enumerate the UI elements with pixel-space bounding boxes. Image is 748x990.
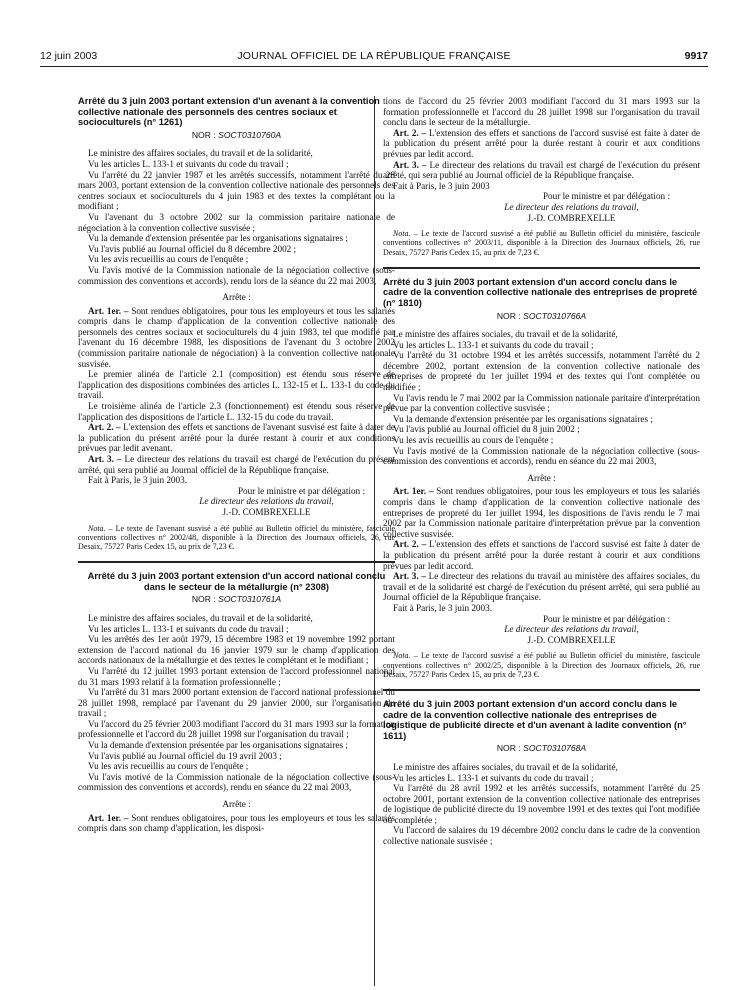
- paragraph: Vu l'accord du 25 février 2003 modifiant l'accord du 31 mars 1993 sur la formation professionnelle et l'accord du 28 juillet 1998 sur l'organisation du travail ;: [78, 718, 395, 740]
- paragraph: Vu l'accord de salaires du 19 décembre 2002 conclu dans le cadre de la convention collective nationale susvisée ;: [383, 825, 700, 847]
- nor-reference: NOR : SOCT0310768A: [496, 743, 587, 754]
- signature-line-2: Le directeur des relations du travail,: [504, 624, 639, 635]
- header-date: 12 juin 2003: [40, 50, 98, 62]
- paragraph: Le troisième alinéa de l'article 2.3 (fonctionnement) est étendu sous réserve de l'application des dispositions de l'article L. 132-15 du code du travail.: [78, 401, 395, 422]
- paragraph: Vu la demande d'extension présentée par les organisations signataires ;: [88, 233, 348, 244]
- arrete-label: Arrête :: [527, 472, 556, 483]
- paragraph: Vu l'avis motivé de la Commission nationale de la négociation collective (sous-commission des conventions et accords), rendu en séance du 22 mai 2003,: [383, 445, 700, 467]
- article-2: Art. 2. – L'extension des effets et sanctions de l'accord susvisé est faite à dater de la publication du présent arrêté pour la durée restant à courir et aux conditions prévues par ledit accord.: [383, 539, 700, 571]
- paragraph: Le premier alinéa de l'article 2.1 (composition) est étendu sous réserve de l'application des dispositions combinées des articles L. 132-15 et L. 133-1 du code du travail.: [78, 369, 395, 401]
- right-column: [383, 96, 700, 986]
- paragraph: Vu l'avis motivé de la Commission nationale de la négociation collective (sous-commission des conventions et accords), rendu lors de la séance du 22 mai 2003,: [78, 264, 395, 286]
- paragraph: Vu l'arrêté du 28 avril 1992 et les arrêtés successifs, notamment l'arrêté du 25 octobre 2001, portant extension de la convention collective nationale des entreprises de logistique de publicité directe du 19 novembre 1991 et des textes qui l'ont modifiée ou complétée ;: [383, 783, 700, 825]
- nor-reference: NOR : SOCT0310766A: [496, 310, 587, 321]
- signature-line-1: Pour le ministre et par délégation :: [237, 485, 365, 496]
- paragraph: Vu la demande d'extension présentée par les organisations signataires ;: [393, 413, 653, 424]
- paragraph: Vu les articles L. 133-1 et suivants du code du travail ;: [88, 158, 289, 169]
- signature-line-2: Le directeur des relations du travail,: [199, 496, 334, 507]
- paragraph: Vu l'avis publié au Journal officiel du 8 décembre 2002 ;: [88, 243, 297, 254]
- paragraph: Le ministre des affaires sociales, du travail et de la solidarité,: [393, 761, 618, 772]
- paragraph: Vu les articles L. 133-1 et suivants du code du travail ;: [393, 339, 594, 350]
- fait-a-paris: Fait à Paris, le 3 juin 2003.: [393, 602, 493, 613]
- paragraph: Vu l'avis motivé de la Commission nationale de la négociation collective (sous-commission des conventions et accords), rendu en séance du 22 mai 2003,: [78, 771, 395, 793]
- signature-name: J.-D. COMBREXELLE: [222, 506, 311, 517]
- article-3: Art. 3. – Le directeur des relations du travail au ministère des affaires sociales, du travail et de la solidarité est chargé de l'exécution du présent arrêté, qui sera publié au Journal officiel de la République française.: [383, 571, 700, 603]
- paragraph: Vu l'avis rendu le 7 mai 2002 par la Commission nationale paritaire d'interprétation prévue par la convention collective susvisée ;: [383, 392, 700, 414]
- fait-a-paris: Fait à Paris, le 3 juin 2003: [393, 180, 490, 191]
- fait-a-paris: Fait à Paris, le 3 juin 2003.: [88, 475, 188, 486]
- paragraph: Vu l'avenant du 3 octobre 2002 sur la commission paritaire nationale de négociation à la convention collective susvisée ;: [78, 211, 395, 233]
- section-title-2308: Arrêté du 3 juin 2003 portant extension d'un accord national conclu dans le secteur de la métallurgie (n° 2308): [87, 571, 386, 592]
- section-divider: [383, 689, 700, 691]
- article-1: Art. 1er. – Sont rendues obligatoires, pour tous les employeurs et tous les salariés compris dans le champ d'application de la convention collective nationale des personnels des centres sociaux et socioculturels du 4 juin 1983, tel que modifié par l'avenant du 16 décembre 1988, les dispositions de l'avenant du 3 octobre 2002 (commission paritaire nationale de négociation) à la convention collective nationale susvisée.: [78, 305, 395, 369]
- paragraph: Vu les avis recueillis au cours de l'enquête ;: [88, 254, 249, 265]
- paragraph: Vu l'arrêté du 12 juillet 1993 portant extension de l'accord professionnel national du 31 mars 1993 relatif à la formation professionnelle ;: [78, 665, 395, 687]
- paragraph: Le ministre des affaires sociales, du travail et de la solidarité,: [393, 329, 618, 340]
- signature-line-1: Pour le ministre et par délégation :: [542, 191, 670, 202]
- section-divider: [78, 561, 395, 563]
- article-2: Art. 2. – L'extension des effets et sanctions de l'accord susvisé est faite à dater de la publication du présent arrêté pour la durée restant à courir et aux conditions prévues par ledit accord.: [383, 127, 700, 159]
- arrete-label: Arrête :: [222, 799, 251, 810]
- left-column: [78, 96, 395, 986]
- paragraph: Le ministre des affaires sociales, du travail et de la solidarité,: [88, 148, 313, 159]
- section-divider: [383, 267, 700, 269]
- article-2: Art. 2. – L'extension des effets et sanctions de l'avenant susvisé est faite à dater de la publication du présent arrêté pour la durée restant à courir et aux conditions prévues par ledit avenant.: [78, 422, 395, 454]
- section-title-1261: Arrêté du 3 juin 2003 portant extension d'un avenant à la convention collective nationale des personnels des centres sociaux et socioculturels (n° 1261): [78, 96, 380, 128]
- article-3: Art. 3. – Le directeur des relations du travail est chargé de l'exécution du présent arrêté, qui sera publié au Journal officiel de la République française.: [383, 159, 700, 181]
- paragraph: Vu l'arrêté du 31 mars 2000 portant extension de l'accord national professionnel du 28 juillet 1998, remplacé par l'avenant du 29 janvier 2000, sur l'organisation du travail ;: [78, 687, 395, 719]
- nota: Nota. – Le texte de l'accord susvisé a été publié au Bulletin officiel du ministère, fascicule conventions collectives n° 2002/25, disponible à la Direction des Journaux officiels, 26, rue Desaix, 75727 Paris Cedex 15, au prix de 7,23 €.: [383, 651, 700, 679]
- article-1: Art. 1er. – Sont rendues obligatoires, pour tous les employeurs et tous les salariés compris dans son champ d'application, les disposi-: [78, 812, 395, 834]
- page-number: 9917: [684, 50, 708, 62]
- paragraph: Vu l'avis publié au Journal officiel du 19 avril 2003 ;: [88, 750, 282, 761]
- paragraph: Vu les articles L. 133-1 et suivants du code du travail ;: [88, 623, 289, 634]
- paragraph: Vu les articles L. 133-1 et suivants du code du travail ;: [393, 772, 594, 783]
- signature-name: J.-D. COMBREXELLE: [527, 634, 616, 645]
- paragraph: Le ministre des affaires sociales, du travail et de la solidarité,: [88, 612, 313, 623]
- arrete-label: Arrête :: [222, 292, 251, 303]
- paragraph: Vu les avis recueillis au cours de l'enquête ;: [393, 435, 554, 446]
- signature-line-1: Pour le ministre et par délégation :: [542, 613, 670, 624]
- section-title-1611: Arrêté du 3 juin 2003 portant extension d'un accord conclu dans le cadre de la convention collective nationale des entreprises de logistique de publicité directe et d'un avenant à ladite convention (n° 1611): [383, 698, 687, 741]
- section-title-1810: Arrêté du 3 juin 2003 portant extension d'un accord conclu dans le cadre de la convention collective nationale des entreprises de propreté (n° 1810): [383, 276, 698, 308]
- paragraph: Vu l'arrêté du 31 octobre 1994 et les arrêtés successifs, notamment l'arrêté du 2 décembre 2002, portant extension de la convention collective nationale des entreprises de propreté du 1er juillet 1994 et des textes qui l'ont complétée ou modifiée ;: [383, 350, 700, 393]
- nor-reference: NOR : SOCT0310761A: [191, 594, 282, 605]
- article-1: Art. 1er. – Sont rendues obligatoires, pour tous les employeurs et tous les salariés compris dans le champ d'application de la convention collective nationale des entreprises de propreté du 1er juillet 1994, les dispositions de l'avis rendu le 7 mai 2002 par la Commission nationale paritaire d'interprétation prévue par la convention collective susvisée.: [383, 486, 700, 539]
- paragraph: Vu la demande d'extension présentée par les organisations signataires ;: [88, 740, 348, 751]
- signature-line-2: Le directeur des relations du travail,: [504, 201, 639, 212]
- article-3: Art. 3. – Le directeur des relations du travail est chargé de l'exécution du présent arrêté, qui sera publié au Journal officiel de la République française.: [78, 454, 395, 475]
- journal-title: JOURNAL OFFICIEL DE LA RÉPUBLIQUE FRANÇAISE: [237, 50, 511, 62]
- paragraph: tions de l'accord du 25 février 2003 modifiant l'accord du 31 mars 1993 sur la formation professionnelle et l'accord du 28 juillet 1998 sur l'organisation du travail conclu dans le secteur de la métallurgie.: [383, 96, 700, 128]
- nor-reference: NOR : SOCT0310760A: [191, 129, 282, 140]
- paragraph: Vu l'arrêté du 22 janvier 1987 et les arrêtés successifs, notamment l'arrêté du 28 mars 2003, portant extension de la convention collective nationale des personnels des centres sociaux et socioculturels du 4 juin 1983 et des textes la complétant ou la modifiant ;: [78, 169, 395, 212]
- paragraph: Vu les avis recueillis au cours de l'enquête ;: [88, 761, 249, 772]
- signature-name: J.-D. COMBREXELLE: [527, 212, 616, 223]
- paragraph: Vu les arrêtés des 1er août 1979, 15 décembre 1983 et 19 novembre 1992 portant extension de l'accord national du 16 janvier 1979 sur le champ d'application des accords nationaux de la métallurgie et des textes le complétant et le modifiant ;: [78, 634, 395, 666]
- page-header: [40, 50, 708, 67]
- paragraph: Vu l'avis publié au Journal officiel du 8 juin 2002 ;: [393, 424, 580, 435]
- nota: Nota. – Le texte de l'accord susvisé a été publié au Bulletin officiel du ministère, fascicule conventions collectives n° 2003/11, disponible à la Direction des Journaux officiels, 26, rue Desaix, 75727 Paris Cedex 15, au prix de 7,23 €.: [383, 229, 700, 257]
- nota: Nota. – Le texte de l'avenant susvisé a été publié au Bulletin officiel du ministère, fascicule conventions collectives n° 2002/48, disponible à la Direction des Journaux officiels, 26, rue Desaix, 75727 Paris Cedex 15, au prix de 7,23 €.: [78, 523, 395, 551]
